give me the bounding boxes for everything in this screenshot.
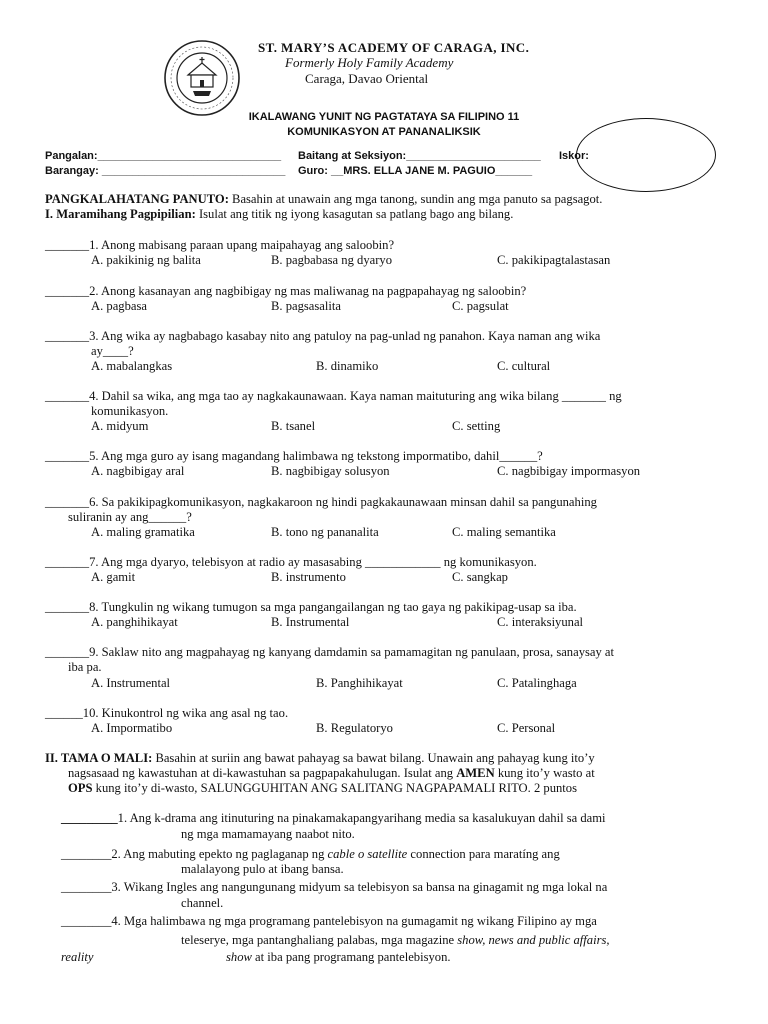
option-a: A. Instrumental <box>91 676 171 690</box>
name-field: Pangalan:______________________________ <box>45 150 282 162</box>
option-c: C. setting <box>452 419 501 433</box>
amen-keyword: AMEN <box>456 766 495 780</box>
option-a: A. pakikinig ng balita <box>91 253 201 267</box>
question-text-continued: suliranin ay ang______? <box>68 510 192 524</box>
answer-blank: ________ <box>61 880 112 894</box>
statement-number: 1. <box>117 811 128 825</box>
part1-text: Isulat ang titik ng iyong kasagutan sa patlang bago ang bilang. <box>195 207 514 221</box>
part2-text: kung ito’y wasto at <box>494 766 595 780</box>
statement-text-continued <box>181 933 610 948</box>
option-b: B. pagsasalita <box>271 299 341 313</box>
option-c: C. cultural <box>497 359 551 373</box>
statement-number: 3. <box>111 880 121 894</box>
statement-text <box>61 880 607 895</box>
option-b: B. instrumento <box>271 570 346 584</box>
part2-text: Basahin at suriin ang bawat pahayag sa bawat bilang. Unawain ang pahayag kung ito’y <box>152 751 595 765</box>
statement-text <box>61 811 606 826</box>
statement-italic: cable o satellite <box>327 847 408 861</box>
option-b: B. nagbibigay solusyon <box>271 464 390 478</box>
general-directions-text: Basahin at unawain ang mga tanong, sundin ang mga panuto sa pagsagot. <box>228 192 603 206</box>
exam-title: IKALAWANG YUNIT NG PAGTATAYA SA FILIPINO 11 <box>248 111 520 123</box>
option-c: C. Personal <box>497 721 556 735</box>
option-b: B. tono ng pananalita <box>271 525 379 539</box>
part2-directions-line1 <box>45 751 595 766</box>
general-directions <box>45 192 602 207</box>
part2-directions-line2 <box>68 766 595 781</box>
question-text: _______1. Anong mabisang paraan upang maipahayag ang saloobin? <box>45 238 395 252</box>
statement-text-continued: channel. <box>181 896 224 910</box>
grade-section-field: Baitang at Seksiyon:______________________ <box>298 150 541 162</box>
option-a: A. maling gramatika <box>91 525 195 539</box>
question-text: _______2. Anong kasanayan ang nagbibigay ng mas maliwanag na pagpapahayag ng saloobin? <box>45 284 527 298</box>
option-c: C. pagsulat <box>452 299 509 313</box>
option-b: B. Panghihikayat <box>316 676 403 690</box>
option-c: C. sangkap <box>452 570 508 584</box>
answer-blank: _________ <box>61 811 118 825</box>
part2-text: kung ito’y di-wasto, SALUNGGUHITAN ANG SALITANG NAGPAPAMALI RITO. 2 puntos <box>92 781 577 795</box>
question-text-continued: iba pa. <box>68 660 102 674</box>
answer-blank: ________ <box>61 847 112 861</box>
question-text: _______5. Ang mga guro ay isang magandang halimbawa ng tekstong impormatibo, dahil______? <box>45 449 543 463</box>
option-a: A. mabalangkas <box>91 359 173 373</box>
statement-number: 2. <box>111 847 121 861</box>
question-text-continued: komunikasyon. <box>91 404 169 418</box>
option-a: A. panghihikayat <box>91 615 178 629</box>
option-b: B. tsanel <box>271 419 316 433</box>
statement-body: Ang mabuting epekto ng paglaganap ng <box>120 847 328 861</box>
option-c: C. maling semantika <box>452 525 556 539</box>
option-a: A. pagbasa <box>91 299 147 313</box>
statement-italic: show <box>226 950 252 964</box>
statement-text-continued: malalayong pulo at ibang bansa. <box>181 862 344 876</box>
question-text: _______6. Sa pakikipagkomunikasyon, nagkakaroon ng hindi pagkakaunawaan minsan dahil sa pangunahing <box>45 495 597 509</box>
option-a: A. Impormatibo <box>91 721 173 735</box>
statement-number: 4. <box>111 914 121 928</box>
statement-italic-reality: reality <box>61 950 94 964</box>
question-text-continued: ay____? <box>91 344 134 358</box>
statement-text <box>61 914 597 929</box>
part2-label: II. TAMA O MALI: <box>45 751 153 765</box>
score-oval <box>576 118 716 192</box>
statement-text-tail <box>226 950 451 965</box>
question-text: _______8. Tungkulin ng wikang tumugon sa mga pangangailangan ng tao gaya ng pakikipag-usap sa iba. <box>45 600 577 614</box>
option-a: A. midyum <box>91 419 149 433</box>
statement-body: Wikang Ingles ang nangungunang midyum sa telebisyon sa bansa na ginagamit ng mga lokal na <box>120 880 608 894</box>
score-label: Iskor: <box>559 150 589 162</box>
statement-text <box>61 847 560 862</box>
answer-blank: ________ <box>61 914 112 928</box>
option-b: B. dinamiko <box>316 359 379 373</box>
option-c: C. Patalinghaga <box>497 676 577 690</box>
teacher-field: Guro: __MRS. ELLA JANE M. PAGUIO______ <box>298 165 533 177</box>
question-text: _______9. Saklaw nito ang magpahayag ng kanyang damdamin sa pamamagitan ng panulaan, prosa, sanaysay at <box>45 645 615 659</box>
statement-body: teleserye, mga pantanghaliang palabas, mga magazine <box>181 933 458 947</box>
statement-body: Mga halimbawa ng mga programang pantelebisyon na gumagamit ng wikang Filipino ay mga <box>120 914 597 928</box>
part1-directions <box>45 207 513 222</box>
school-seal-logo <box>163 39 241 117</box>
statement-body: connection para maratíng ang <box>407 847 560 861</box>
question-text: _______4. Dahil sa wika, ang mga tao ay nagkakaunawaan. Kaya naman maituturing ang wika bilang _______ ng <box>45 389 622 403</box>
statement-body: at iba pang programang pantelebisyon. <box>251 950 451 964</box>
ops-keyword: OPS <box>68 781 93 795</box>
option-a: A. nagbibigay aral <box>91 464 185 478</box>
question-text: _______3. Ang wika ay nagbabago kasabay nito ang patuloy na pag-unlad ng panahon. Kaya naman ang wika <box>45 329 601 343</box>
part2-directions-line3 <box>68 781 577 796</box>
option-b: B. Regulatoryo <box>316 721 393 735</box>
statement-text-continued: ng mga mamamayang naabot nito. <box>181 827 355 841</box>
school-former-name: Formerly Holy Family Academy <box>285 55 454 70</box>
question-text: _______7. Ang mga dyaryo, telebisyon at radio ay masasabing ____________ ng komunikasyon. <box>45 555 537 569</box>
statement-italic: show, news and public affairs, <box>457 933 610 947</box>
option-c: C. interaksiyunal <box>497 615 584 629</box>
question-text: ______10. Kinukontrol ng wika ang asal ng tao. <box>45 706 289 720</box>
option-c: C. pakikipagtalastasan <box>497 253 611 267</box>
general-directions-label: PANGKALAHATANG PANUTO: <box>45 192 229 206</box>
school-location: Caraga, Davao Oriental <box>305 71 429 86</box>
option-c: C. nagbibigay impormasyon <box>497 464 641 478</box>
statement-body: Ang k-drama ang itinuturing na pinakamakapangyarihang media sa kasalukuyan dahil sa dami <box>127 811 606 825</box>
exam-subject: KOMUNIKASYON AT PANANALIKSIK <box>287 126 481 138</box>
barangay-field: Barangay: ______________________________ <box>45 165 286 177</box>
option-b: B. pagbabasa ng dyaryo <box>271 253 393 267</box>
option-b: B. Instrumental <box>271 615 350 629</box>
part2-text: nagsasaad ng kawastuhan at di-kawastuhan sa pagpapakahulugan. Isulat ang <box>68 766 457 780</box>
part1-label: I. Maramihang Pagpipilian: <box>45 207 196 221</box>
school-name: ST. MARY’S ACADEMY OF CARAGA, INC. <box>258 40 530 55</box>
option-a: A. gamit <box>91 570 136 584</box>
